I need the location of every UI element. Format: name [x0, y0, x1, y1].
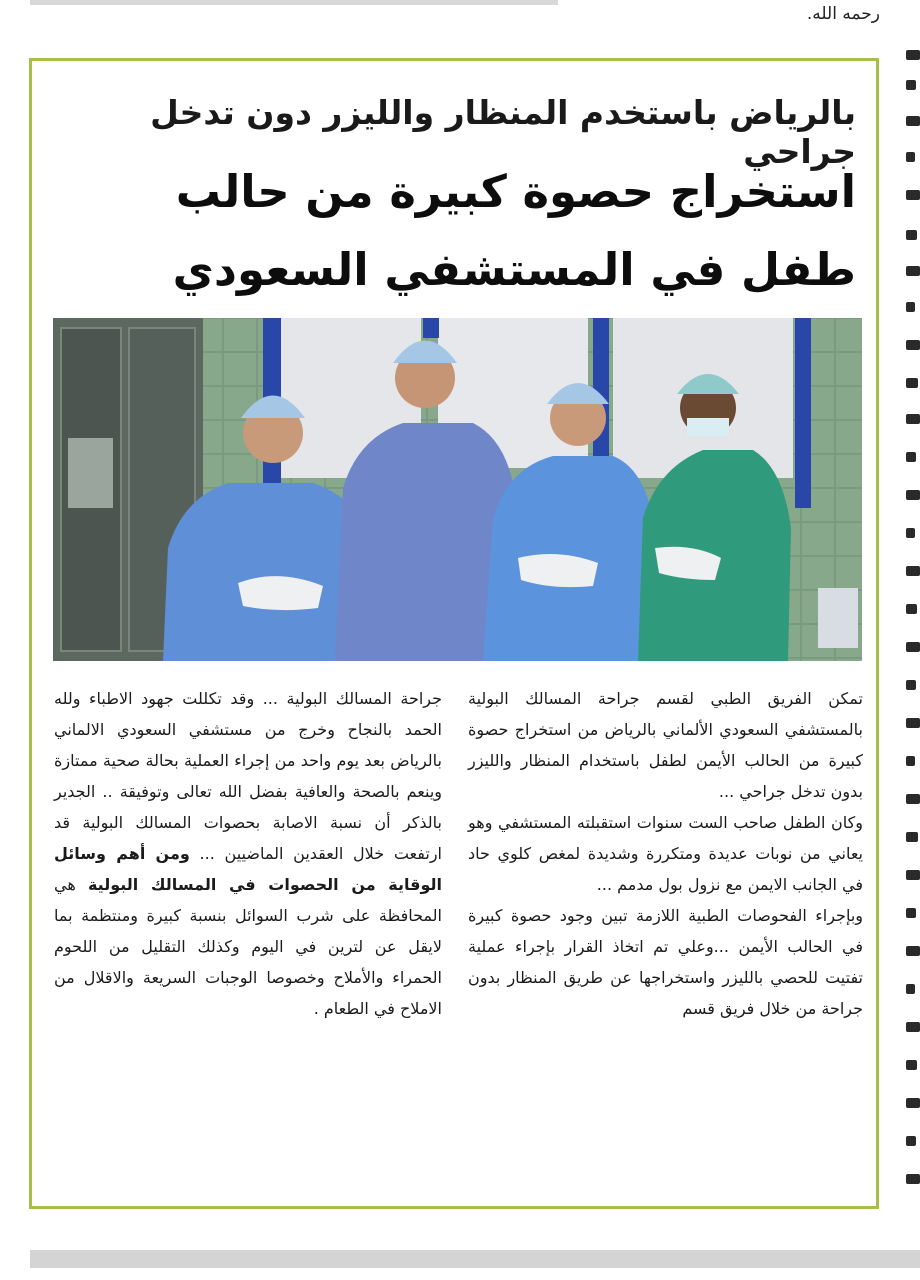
previous-article-ending: رحمه الله. — [806, 4, 880, 24]
top-divider — [30, 0, 558, 5]
body-paragraph: وكان الطفل صاحب الست سنوات استقبلته المستشفي وهو يعاني من نوبات عديدة ومتكررة وشديدة لمغص كلوي حاد في الجانب الايمن مع نزول بول مدمم ... — [468, 813, 863, 894]
article-photo — [53, 318, 862, 661]
body-paragraph: تمكن الفريق الطبي لقسم جراحة المسالك البولية بالمستشفي السعودي الألماني بالرياض من استخراج حصوة كبيرة من الحالب الأيمن لطفل باستخدام المنظار والليزر بدون تدخل جراحي ... — [468, 689, 863, 801]
body-emphasis: ومن أهم وسائل الوقاية من الحصوات في المسالك البولية — [54, 844, 442, 894]
body-paragraph: جراحة المسالك البولية ... وقد تكللت جهود الاطباء ولله الحمد بالنجاح وخرج من مستشفي السعودي الالماني بالرياض بعد يوم واحد من إجراء العملية بحالة صحية ممتازة وينعم بالصحة والعافية بفضل الله تعالى وتوفيقة .. الجدير بالذكر أن نسبة الاصابة بحصوات المسالك البولية قد ارتفعت خلال العقدين الماضيين ... — [54, 689, 442, 863]
bottom-divider — [30, 1250, 920, 1268]
article-kicker: بالرياض باستخدم المنظار والليزر دون تدخل جراحي — [150, 93, 856, 171]
body-column-right — [468, 683, 863, 1024]
adjacent-column-fragments — [898, 40, 920, 1220]
article-frame — [29, 58, 879, 1209]
body-paragraph: وبإجراء الفحوصات الطبية اللازمة تبين وجود حصوة كبيرة في الحالب الأيمن ...وعلي تم اتخاذ القرار بإجراء عملية تفتيت للحصي بالليزر واستخراجها عن طريق المنظار بدون جراحة من خلال فريق قسم — [468, 906, 863, 1018]
body-paragraph: هي المحافظة على شرب السوائل بنسبة كبيرة ومنتظمة بما لايقل عن لترين في اليوم وكذلك التقليل من اللحوم الحمراء والأملاح وخصوصا الوجبات السريعة والاقلال من الاملاح في الطعام . — [54, 875, 442, 1018]
article-headline: استخراج حصوة كبيرة من حالب طفل في المستشفي السعودي — [172, 165, 856, 296]
body-column-left — [54, 683, 442, 1024]
